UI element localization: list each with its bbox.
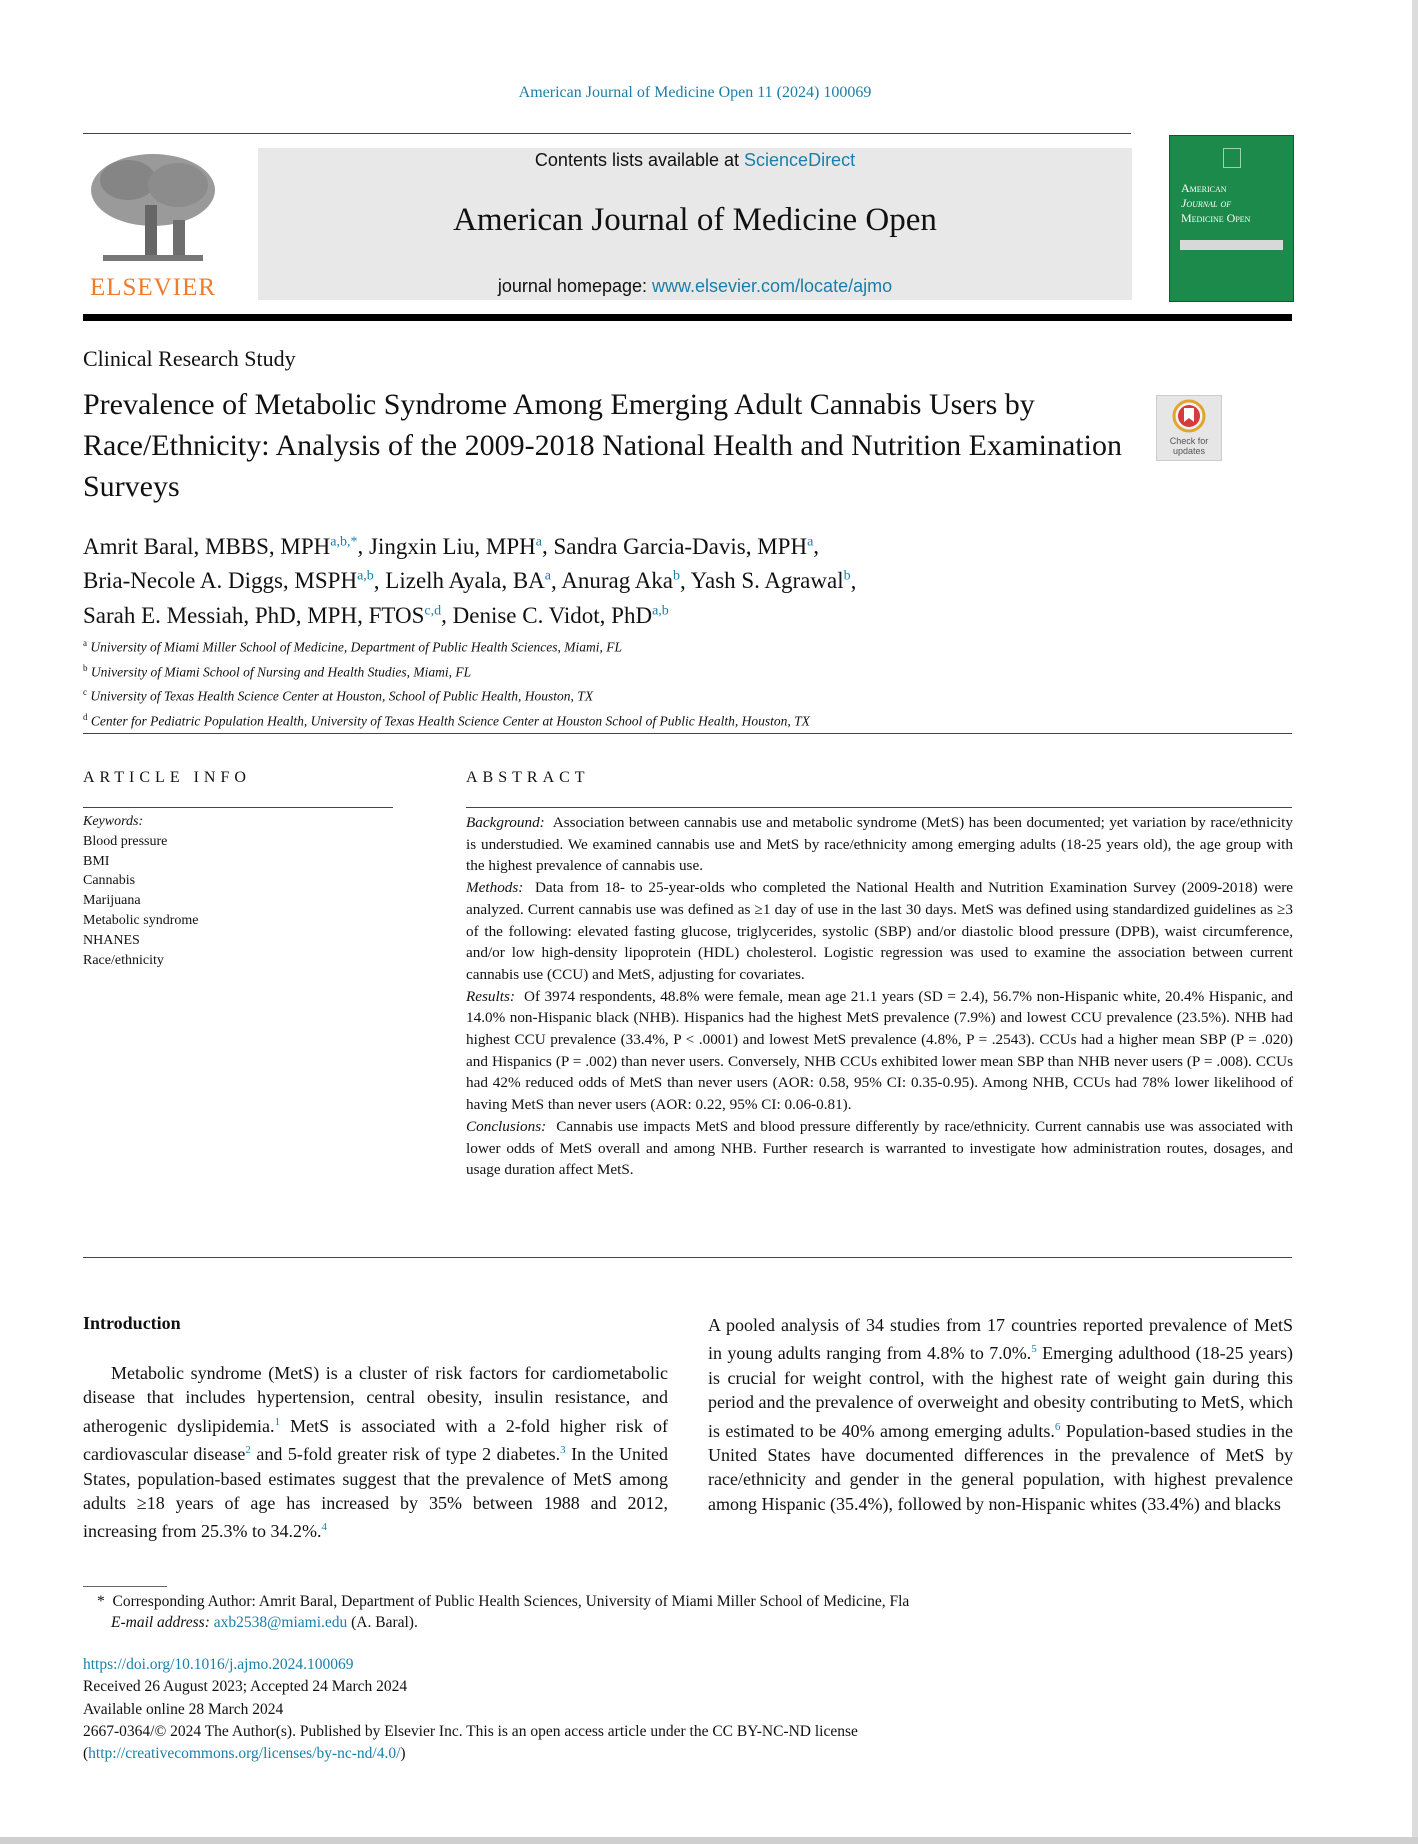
keyword: Cannabis [83, 873, 136, 889]
body-text: MetS is associated with a 2-fold higher risk of cardiovascular disease [83, 1415, 668, 1465]
abstract-text: Of 3974 respondents, 48.8% were female, mean age 21.1 years (SD = 2.4), 56.7% non-Hispanic white, 20.4% Hispanic, and 14.0% non-Hispanic black (NHB). Hispanics had the highest MetS prevalence (7.9%) and lowest CCU prevalence (23.5%). NHB had highest CCU prevalence (33.4%, P < .0001) and lowest MetS prevalence (4.8%, P = .2543). CCUs had a higher mean SBP (P = .020) and Hispanics (P = .002) than never users. Conversely, NHB CCUs exhibited lower mean SBP than NHB never users (P = .008). CCUs had 42% reduced odds of MetS than never users (AOR: 0.58, 95% CI: 0.35-0.95). Among NHB, CCUs had 78% lower likelihood of having MetS than never users (AOR: 0.22, 95% CI: 0.06-0.81). [466, 987, 1293, 1114]
affiliation [83, 633, 1183, 658]
abstract-text: Association between cannabis use and metabolic syndrome (MetS) has been documented; yet variation by race/ethnicity is understudied. We examined cannabis use and MetS by race/ethnicity among emerging adults (18-25 years old), the age group with the highest prevalence of cannabis use. [466, 814, 1293, 875]
footnote-marker: * [97, 1593, 105, 1610]
author[interactable] [385, 568, 551, 593]
author-name: Sandra Garcia-Davis, MPH [553, 533, 808, 559]
abstract-rule [466, 807, 1292, 808]
body-text: Population-based studies in the United States have documented differences in the prevalence of MetS by race/ethnicity and gender in the general population, with highest prevalence among Hispanic (35.4%), followed by non-Hispanic whites (33.4%) and blacks [708, 1420, 1293, 1514]
email-suffix: (A. Baral). [347, 1614, 418, 1631]
paragraph [83, 1361, 668, 1544]
abstract-text: Cannabis use impacts MetS and blood pressure differently by race/ethnicity. Current cannabis use was associated with lower odds of MetS overall and among NHB. Further research is warranted to investigate how administration routes, dosages, and usage duration affect MetS. [466, 1117, 1293, 1179]
affiliation [83, 707, 1183, 732]
citation-ref[interactable]: 3 [560, 1444, 566, 1457]
author[interactable] [83, 603, 441, 628]
affiliation-key: a [83, 638, 87, 648]
citation-ref[interactable]: 6 [1054, 1420, 1061, 1433]
body-text: A pooled analysis of 34 studies from 17 countries reported prevalence of MetS in young adults ranging from 4.8% to 7.0%. [708, 1315, 1293, 1364]
journal-cover[interactable] [1169, 135, 1294, 302]
keywords-label: Keywords: [83, 814, 144, 829]
author-name: Jingxin Liu, MPH [369, 533, 536, 559]
corresponding-footnote [83, 1591, 1283, 1633]
author[interactable] [561, 568, 680, 593]
author-affil-sup[interactable]: c,d [424, 603, 442, 619]
abstract-bottom-rule [83, 1257, 1292, 1258]
cover-band [1180, 240, 1283, 250]
citation-ref[interactable]: 4 [321, 1521, 327, 1534]
citation-ref[interactable]: 2 [245, 1444, 251, 1457]
cover-line: American [1181, 181, 1227, 195]
license-url-line: (http://creativecommons.org/licenses/by-nc-nd/4.0/) [83, 1745, 406, 1763]
author-name: Lizelh Ayala, BA [385, 568, 545, 594]
abstract-body [466, 812, 1293, 1181]
keyword: BMI [83, 853, 110, 869]
affiliation-rule [83, 733, 1292, 734]
author[interactable] [453, 603, 669, 628]
abstract-methods [466, 877, 1293, 986]
license-text: 2667-0364/© 2024 The Author(s). Published by Elsevier Inc. This is an open access article under the CC BY-NC-ND license [83, 1722, 858, 1740]
author[interactable] [554, 534, 814, 559]
author-list [83, 527, 1183, 631]
keywords-block [83, 812, 198, 970]
doi-link[interactable]: https://doi.org/10.1016/j.ajmo.2024.100069 [83, 1656, 354, 1673]
email-link[interactable]: axb2538@miami.edu [213, 1614, 348, 1631]
affiliation-key: b [83, 662, 88, 673]
contents-prefix: Contents lists available at [534, 150, 745, 170]
homepage-line [258, 276, 1132, 297]
keyword: Blood pressure [83, 833, 168, 849]
header-rule [83, 133, 1131, 134]
cover-line: Medicine Open [1181, 211, 1251, 225]
article-info-rule [83, 807, 393, 808]
keyword: Race/ethnicity [83, 952, 164, 968]
author-affil-sup[interactable]: a [807, 534, 814, 549]
author-affil-sup[interactable]: a,b [652, 603, 669, 619]
journal-title: American Journal of Medicine Open [453, 202, 937, 238]
body-text: In the United States, population-based estimates suggest that the prevalence of MetS among adults ≥18 years of age has increased by 35% between 1988 and 2012, increasing from 25.3% to 34.2%. [83, 1444, 668, 1542]
author-affil-sup[interactable]: a,b,* [330, 534, 358, 549]
check-updates-label: Check for updates [1169, 436, 1209, 456]
author-name: Anurag Aka [561, 568, 674, 594]
body-text: Emerging adulthood (18-25 years) is crucial for weight control, with the highest rate of weight gain during this period and the prevalence of overweight and obesity contributing to MetS, which is estimated to be 40% among emerging adults. [708, 1343, 1293, 1441]
author-separator: , [441, 602, 453, 628]
body-column-left [83, 1361, 668, 1544]
paragraph [708, 1313, 1293, 1516]
affiliation-key: c [83, 687, 87, 697]
affiliation-text: University of Miami School of Nursing and Health Studies, Miami, FL [90, 664, 472, 679]
publication-meta [83, 1654, 1283, 1765]
affiliation-text: University of Miami Miller School of Medicine, Department of Public Health Sciences, Miami, FL [90, 639, 623, 655]
received-dates: Received 26 August 2023; Accepted 24 March 2024 [83, 1678, 408, 1696]
abstract-conclusions [466, 1116, 1293, 1181]
cover-emblem-icon [1223, 148, 1241, 168]
check-for-updates-button[interactable] [1156, 395, 1222, 461]
author-name: Yash S. Agrawal [690, 568, 844, 594]
author-separator: , [551, 568, 562, 594]
header-thick-rule [83, 314, 1292, 321]
homepage-link[interactable]: www.elsevier.com/locate/ajmo [652, 276, 893, 296]
author-name: Sarah E. Messiah, PhD, MPH, FTOS [83, 602, 425, 628]
author-affil-sup[interactable]: a,b [357, 568, 374, 584]
body-text: and 5-fold greater risk of type 2 diabetes. [250, 1444, 561, 1465]
introduction-heading: Introduction [83, 1313, 181, 1333]
author-affil-sup[interactable]: a [535, 534, 542, 549]
author-separator: , [680, 568, 691, 594]
license-link[interactable]: http://creativecommons.org/licenses/by-nc-nd/4.0/ [88, 1745, 401, 1763]
affiliation [83, 658, 1183, 683]
author-affil-sup[interactable]: b [843, 568, 851, 584]
abstract-label: Methods: [466, 879, 524, 897]
body-text: Metabolic syndrome (MetS) is a cluster of risk factors for cardiometabolic disease that includes hypertension, central obesity, insulin resistance, and atherogenic dyslipidemia. [83, 1363, 668, 1436]
author-affil-sup[interactable]: a [544, 568, 551, 584]
journal-citation[interactable]: American Journal of Medicine Open 11 (2024) 100069 [518, 84, 872, 101]
abstract-background [466, 812, 1293, 877]
author-name: Bria-Necole A. Diggs, MSPH [83, 568, 358, 594]
cover-title [1181, 181, 1250, 226]
citation-ref[interactable]: 5 [1031, 1343, 1037, 1356]
footnote-rule [83, 1586, 167, 1587]
elsevier-logo[interactable] [83, 150, 223, 300]
author-separator: , [373, 568, 386, 594]
page-edge-bottom [0, 1837, 1418, 1844]
bookmark-badge-icon [1157, 396, 1221, 436]
abstract-heading: ABSTRACT [466, 769, 590, 786]
affiliation [83, 682, 1183, 707]
author-name: Amrit Baral, MBBS, MPH [83, 533, 331, 559]
affiliation-list [83, 633, 1183, 731]
body-column-right [708, 1313, 1293, 1516]
author-separator: , [813, 533, 820, 559]
author-separator: , [850, 568, 857, 594]
keyword: Metabolic syndrome [83, 912, 199, 928]
author-affil-sup[interactable]: b [673, 568, 681, 584]
article-info-heading: ARTICLE INFO [83, 769, 251, 786]
online-date: Available online 28 March 2024 [83, 1700, 284, 1718]
affiliation-text: University of Texas Health Science Center at Houston, School of Public Health, Houston, TX [90, 688, 594, 704]
keyword: Marijuana [83, 893, 141, 909]
author[interactable] [83, 568, 374, 593]
footnote-author-line [83, 1591, 1283, 1612]
article-type: Clinical Research Study [83, 346, 296, 371]
cover-line: Journal of [1181, 196, 1232, 210]
contents-line [258, 150, 1132, 171]
affiliation-text: Center for Pediatric Population Health, University of Texas Health Science Center at Houston School of Public Health, Houston, TX [90, 713, 810, 728]
citation-ref[interactable]: 1 [274, 1415, 281, 1428]
author[interactable] [691, 568, 851, 593]
email-label: E-mail address: [111, 1614, 210, 1631]
sciencedirect-link[interactable]: ScienceDirect [744, 150, 856, 170]
abstract-text: Data from 18- to 25-year-olds who completed the National Health and Nutrition Examination Survey (2009-2018) were analyzed. Current cannabis use was defined as ≥1 day of use in the last 30 days. MetS was defined using standardized guidelines as ≥3 of the following: elevated fasting glucose, triglycerides, systolic (SBP) and/or diastolic blood pressure (DPB), waist circumference, and/or low high-density lipoprotein (HDL) cholesterol. Logistic regression was used to examine the association between current cannabis use (CCU) and MetS, adjusting for covariates. [466, 879, 1294, 983]
abstract-label: Conclusions: [466, 1117, 547, 1135]
author-separator: , [542, 533, 554, 559]
page-edge-right [1412, 0, 1418, 1844]
author-name: Denise C. Vidot, PhD [452, 602, 653, 628]
abstract-label: Background: [466, 814, 545, 831]
author-separator: , [357, 533, 369, 559]
keyword: NHANES [83, 932, 140, 948]
homepage-prefix: journal homepage: [497, 276, 652, 296]
elsevier-wordmark: ELSEVIER [89, 274, 217, 301]
journal-banner [258, 148, 1132, 300]
author[interactable] [369, 534, 542, 559]
footnote-text: Corresponding Author: Amrit Baral, Department of Public Health Sciences, University of Miami Miller School of Medicine, Fla [112, 1593, 910, 1610]
affiliation-key: d [83, 711, 88, 722]
abstract-results [466, 986, 1293, 1116]
abstract-label: Results: [466, 987, 515, 1005]
article-title: Prevalence of Metabolic Syndrome Among Emerging Adult Cannabis Users by Race/Ethnicity: Analysis of the 2009-2018 National Health and Nutrition Examination Surveys [83, 388, 1122, 503]
footnote-email-line [83, 1612, 1283, 1633]
author[interactable] [83, 534, 358, 559]
